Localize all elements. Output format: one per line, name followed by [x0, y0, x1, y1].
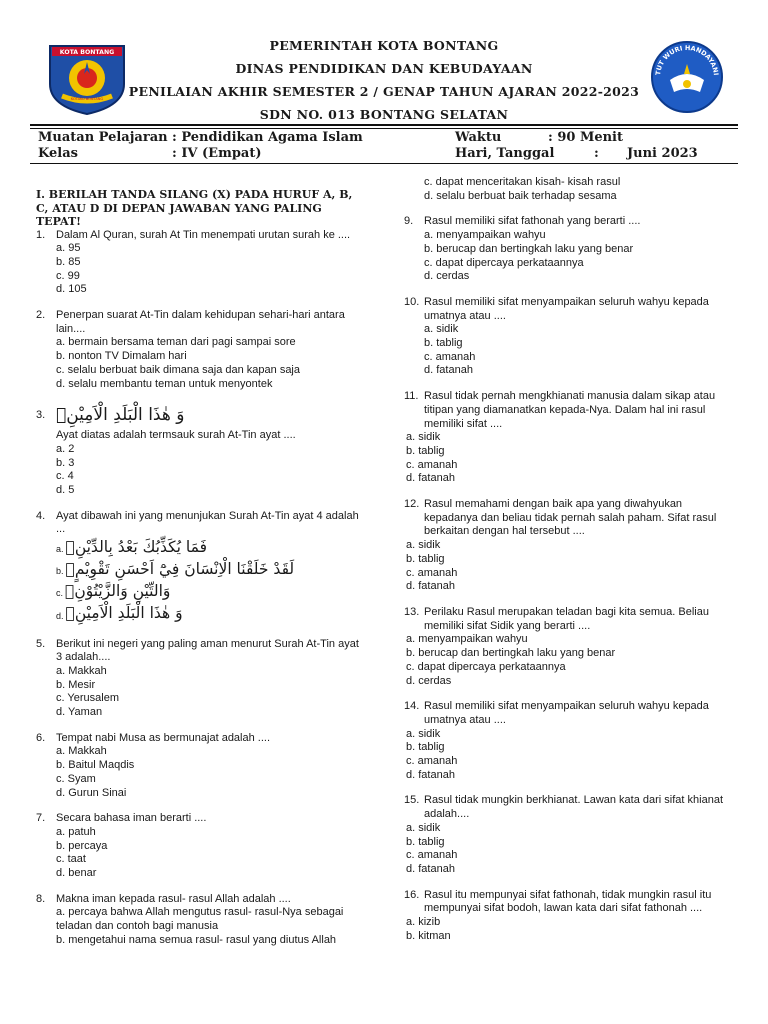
option-a[interactable]: a. sidik	[424, 323, 459, 336]
option-c[interactable]: c. amanah	[406, 849, 458, 862]
question-stem: Rasul tidak mungkin berkhianat. Lawan kata dari sifat khianat adalah....	[424, 794, 724, 821]
info-divider	[30, 163, 738, 164]
option-c[interactable]: c. selalu berbuat baik dimana saja dan kapan saja	[56, 363, 300, 376]
option-a[interactable]: a. Makkah	[56, 745, 107, 758]
question-number: 6.	[36, 731, 46, 744]
date-value: Juni 2023	[627, 146, 698, 161]
option-a[interactable]: a. Makkah	[56, 664, 107, 677]
subject-label: Muatan Pelajaran	[38, 130, 168, 145]
option-b[interactable]: b. tablig	[406, 741, 445, 754]
option-b[interactable]: b. 3	[56, 456, 75, 469]
option-b[interactable]: b. mengetahui nama semua rasul- rasul yang diutus Allah	[56, 933, 337, 946]
question-8	[36, 893, 361, 948]
option-a[interactable]: a. 2	[56, 442, 75, 455]
option-a[interactable]: a. patuh	[56, 825, 96, 838]
question-number: 7.	[36, 812, 46, 825]
arabic-option: وَالتِّيْنِ وَالزَّيْتُوْنِۙ	[65, 582, 171, 601]
question-11	[404, 390, 734, 486]
svg-text:KOTAKU BONTANG: KOTAKU BONTANG	[70, 97, 104, 101]
arabic-verse: وَ هٰذَا الْبَلَدِ الْاَمِيْنِۙ	[56, 405, 185, 426]
option-d[interactable]: d. 5	[56, 484, 75, 497]
option-a[interactable]: a. kizib	[406, 916, 441, 929]
instruction: I. BERILAH TANDA SILANG (X) PADA HURUF A, B, C, ATAU D DI DEPAN JAWABAN YANG PALING TEPAT!	[36, 188, 353, 228]
question-stem: Rasul memiliki sifat menyampaikan seluruh wahyu kepada umatnya atau ....	[424, 700, 709, 726]
option-b[interactable]: b. berucap dan bertingkah laku yang benar	[406, 647, 616, 660]
question-8-continued	[404, 176, 734, 203]
option-b[interactable]: b. tablig	[406, 444, 445, 457]
arabic-option: وَ هٰذَا الْبَلَدِ الْاَمِيْنِۙ	[65, 604, 183, 623]
question-3	[36, 403, 361, 498]
option-b[interactable]: b. tablig	[424, 337, 463, 350]
option-b[interactable]: b. nonton TV Dimalam hari	[56, 350, 187, 363]
header-divider-thin	[30, 128, 738, 129]
option-d[interactable]: d. 105	[56, 283, 87, 296]
option-b[interactable]: b. percaya	[56, 839, 108, 852]
question-number: 10.	[404, 295, 420, 308]
option-d[interactable]: d. وَ هٰذَا الْبَلَدِ الْاَمِيْنِۙ	[56, 604, 183, 623]
option-d[interactable]: d. cerdas	[406, 674, 452, 687]
option-d[interactable]: d. fatanah	[406, 862, 455, 875]
question-12	[404, 498, 734, 594]
option-a[interactable]: a. sidik	[406, 539, 441, 552]
option-a[interactable]: a. sidik	[406, 727, 441, 740]
option-a[interactable]: a. sidik	[406, 431, 441, 444]
question-stem: Ayat diatas adalah termsauk surah At-Tin ayat ....	[56, 429, 296, 442]
question-number: 12.	[404, 498, 420, 511]
question-7	[36, 812, 361, 881]
option-a[interactable]: a. percaya bahwa Allah mengutus rasul- rasul-Nya sebagai teladan dan contoh bagi manusia	[56, 906, 344, 933]
option-b[interactable]: b. Baitul Maqdis	[56, 759, 135, 772]
option-c[interactable]: c. amanah	[406, 755, 458, 768]
option-d[interactable]: d. selalu berbuat baik terhadap sesama	[424, 189, 617, 202]
question-stem: Secara bahasa iman berarti ....	[56, 812, 207, 825]
option-d[interactable]: d. selalu membantu teman untuk menyontek	[56, 377, 273, 390]
question-stem: Ayat dibawah ini yang menunjukan Surah At-Tin ayat 4 adalah ...	[56, 509, 359, 536]
option-a[interactable]: a. فَمَا يُكَذِّبُكَ بَعْدُ بِالدِّيْنِۗ	[56, 538, 208, 557]
option-c[interactable]: c. وَالتِّيْنِ وَالزَّيْتُوْنِۙ	[56, 582, 171, 601]
questions-left-column	[36, 176, 361, 960]
date-label: Hari, Tanggal	[455, 146, 555, 161]
question-number: 4.	[36, 509, 46, 522]
question-stem: Tempat nabi Musa as bermunajat adalah ....	[56, 731, 271, 744]
question-stem: Penerpan suarat At-Tin dalam kehidupan sehari-hari antara lain....	[56, 309, 345, 335]
question-stem: Berikut ini negeri yang paling aman menurut Surah At-Tin ayat 3 adalah....	[56, 637, 359, 664]
option-a[interactable]: a. 95	[56, 242, 81, 255]
option-c[interactable]: c. 4	[56, 470, 74, 483]
question-14	[404, 700, 734, 782]
time-value: : 90 Menit	[548, 130, 623, 145]
question-stem: Dalam Al Quran, surah At Tin menempati urutan surah ke ....	[56, 228, 351, 241]
option-b[interactable]: b. kitman	[406, 929, 451, 942]
question-number: 9.	[404, 215, 414, 228]
option-d[interactable]: d. fatanah	[406, 768, 455, 781]
header-exam-title: PENILAIAN AKHIR SEMESTER 2 / GENAP TAHUN AJARAN 2022-2023	[128, 84, 640, 99]
question-number: 1.	[36, 228, 46, 241]
option-a[interactable]: a. sidik	[406, 821, 441, 834]
option-d[interactable]: d. fatanah	[424, 364, 473, 377]
option-c[interactable]: c. Syam	[56, 772, 96, 785]
option-a[interactable]: a. menyampaikan wahyu	[406, 633, 528, 646]
question-number: 16.	[404, 888, 420, 901]
question-stem: Rasul itu mempunyai sifat fathonah, tidak mungkin rasul itu mempunyai sifat bodoh, lawan kata dari sifat fathonah ....	[424, 888, 712, 915]
option-c[interactable]: c. dapat dipercaya perkataannya	[424, 256, 584, 269]
option-b[interactable]: b. 85	[56, 255, 81, 268]
question-stem: Rasul memiliki sifat fathonah yang berarti ....	[424, 215, 641, 228]
header-government: PEMERINTAH KOTA BONTANG	[269, 38, 499, 53]
option-b[interactable]: b. tablig	[406, 835, 445, 848]
question-number: 13.	[404, 605, 420, 618]
question-stem: Perilaku Rasul merupakan teladan bagi kita semua. Beliau memiliki sifat Sidik yang berarti ....	[424, 605, 709, 632]
class-label: Kelas	[38, 146, 78, 161]
subject-value: : Pendidikan Agama Islam	[172, 130, 363, 145]
option-b[interactable]: b. Mesir	[56, 678, 96, 691]
option-c[interactable]: c. Yerusalem	[56, 692, 119, 705]
option-c[interactable]: c. 99	[56, 269, 80, 282]
question-stem: Makna iman kepada rasul- rasul Allah adalah ....	[56, 892, 291, 905]
question-number: 5.	[36, 637, 46, 650]
option-c[interactable]: c. amanah	[424, 350, 476, 363]
question-16	[404, 889, 734, 944]
option-a[interactable]: a. bermain bersama teman dari pagi sampai sore	[56, 336, 296, 349]
question-9	[404, 215, 734, 284]
question-5	[36, 638, 361, 720]
option-d[interactable]: d. Yaman	[56, 706, 103, 719]
question-1	[36, 229, 361, 298]
question-number: 2.	[36, 309, 46, 322]
svg-text:KOTA BONTANG: KOTA BONTANG	[59, 49, 115, 56]
question-15	[404, 794, 734, 876]
question-13	[404, 606, 734, 688]
arabic-option: فَمَا يُكَذِّبُكَ بَعْدُ بِالدِّيْنِۗ	[65, 538, 208, 557]
question-6	[36, 732, 361, 801]
questions-right-column	[404, 176, 734, 955]
option-d[interactable]: d. cerdas	[424, 270, 470, 283]
question-number: 8.	[36, 892, 46, 905]
header-department: DINAS PENDIDIKAN DAN KEBUDAYAAN	[235, 61, 533, 76]
option-d[interactable]: d. fatanah	[406, 580, 455, 593]
question-stem: Rasul memahami dengan baik apa yang diwahyukan kepadanya dan beliau tidak pernah salah paham. Sifat rasul berkaitan dengan hal tersebut ....	[424, 498, 717, 538]
svg-text:TUT WURI HANDAYANI: TUT WURI HANDAYANI	[654, 43, 720, 76]
option-c[interactable]: c. amanah	[406, 458, 458, 471]
question-2	[36, 309, 361, 391]
question-4	[36, 510, 361, 626]
header-divider	[30, 124, 738, 126]
option-d[interactable]: d. fatanah	[406, 472, 455, 485]
question-number: 3.	[36, 409, 46, 422]
option-a[interactable]: a. menyampaikan wahyu	[424, 229, 546, 242]
option-d[interactable]: d. Gurun Sinai	[56, 786, 127, 799]
option-c[interactable]: c. dapat dipercaya perkataannya	[406, 660, 566, 673]
option-d[interactable]: d. benar	[56, 867, 97, 880]
arabic-option: لَقَدْ خَلَقْنَا الْاِنْسَانَ فِيْٓ اَحْسَنِ تَقْوِيْمٍۖ	[65, 560, 295, 579]
question-number: 15.	[404, 794, 420, 807]
question-number: 14.	[404, 700, 420, 713]
question-stem: Rasul tidak pernah mengkhianati manusia dalam sikap atau titipan yang diamanatkan kepada-Nya. Dalam hal ini rasul memiliki sifat ....	[424, 390, 716, 430]
question-10	[404, 296, 734, 378]
option-c[interactable]: c. dapat menceritakan kisah- kisah rasul	[424, 176, 621, 188]
option-b[interactable]: b. tablig	[406, 552, 445, 565]
option-c[interactable]: c. amanah	[406, 566, 458, 579]
class-value: : IV (Empat)	[172, 146, 262, 161]
question-stem: Rasul memiliki sifat menyampaikan seluruh wahyu kepada umatnya atau ....	[424, 295, 709, 322]
option-b[interactable]: b. berucap dan bertingkah laku yang benar	[424, 242, 634, 255]
option-b[interactable]: b. لَقَدْ خَلَقْنَا الْاِنْسَانَ فِيْٓ اَحْسَنِ تَقْوِيْمٍۖ	[56, 560, 295, 579]
question-number: 11.	[404, 390, 419, 403]
option-c[interactable]: c. taat	[56, 853, 86, 866]
time-label: Waktu	[455, 130, 502, 145]
header-school: SDN NO. 013 BONTANG SELATAN	[259, 107, 509, 122]
date-colon: :	[594, 146, 599, 161]
